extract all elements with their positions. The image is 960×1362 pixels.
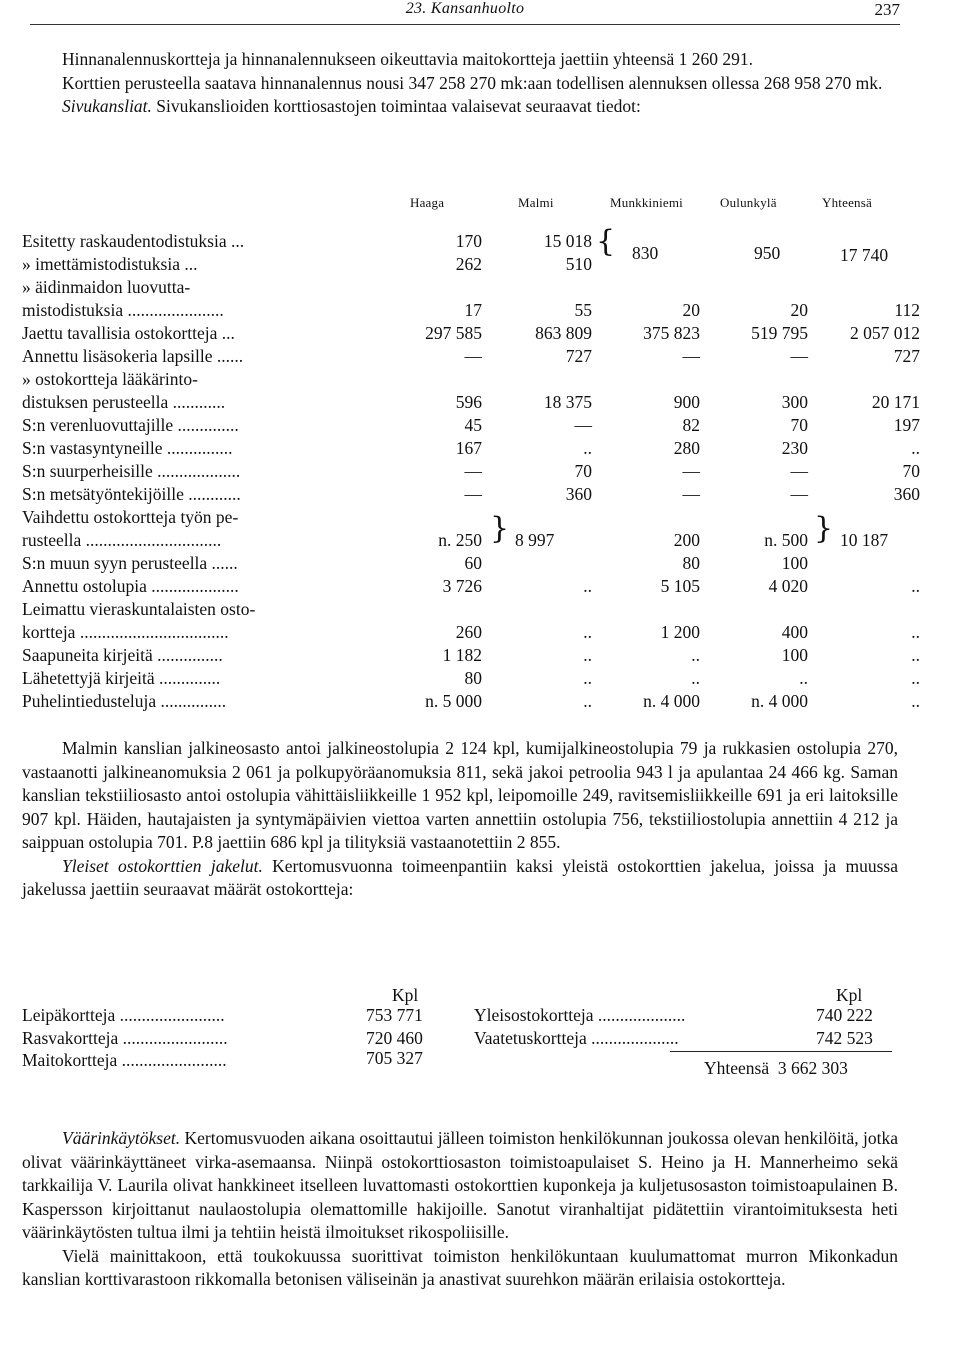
table-row (22, 599, 908, 622)
table-row (22, 484, 920, 507)
closing-paragraph-1 (22, 1127, 898, 1245)
table-row (22, 507, 908, 530)
unit-left: Kpl (392, 985, 419, 1005)
cell-m: 55 (574, 300, 592, 320)
row-label: S:n metsätyöntekijöille ............ (22, 484, 241, 504)
closing-paragraph-1-text: Kertomusvuoden aikana osoittautui jälleen toimiston henkilökunnan joukossa olevan henkilöitä, jotka olivat väärinkäyttäneet virka-asemaansa. Niinpä ostokorttiosaston toimistoapulaiset S. Heino ja H. Mannerheimo sekä tarkkailija V. Laurila olivat hankkineet itselleen luvattomasti ostokorttien kuponkeja ja kuljetusosaston toimistoapulainen B. Kaspersson kirjoittanut naulaostolupia olemattomille hakijoille. Sanotut viranhaltijat pidätettiin virantoimituksesta heti väärinkäytösten tultua ilmi ja tehtiin heistä ilmoitukset rikospoliisille. (22, 1128, 898, 1242)
cell-o: 230 (781, 438, 808, 458)
merged-yhteensa-vaihdettu: 10 187 (840, 530, 889, 550)
table-row (22, 622, 920, 645)
cell-mu: 200 (673, 530, 700, 550)
closing-section (22, 1127, 898, 1292)
cell-y: 2 057 012 (850, 323, 920, 343)
brace-yhteensa: } (814, 511, 834, 546)
cell-y: 360 (893, 484, 920, 504)
row-label: rusteella ............................... (22, 530, 222, 550)
cell-o: n. 500 (764, 530, 808, 550)
page-number: 237 (874, 0, 900, 19)
cell-o: 400 (781, 622, 808, 642)
cell-y: 727 (893, 346, 920, 366)
brace-right: { (596, 224, 616, 259)
cell-mu: — (682, 461, 700, 481)
cell-m: 510 (565, 254, 592, 274)
right-label-1: Yleisostokortteja .................... (474, 1005, 686, 1025)
row-label: S:n verenluovuttajille .............. (22, 415, 239, 435)
middle-paragraph-2-text: Kertomusvuonna toimeenpantiin kaksi yleistä ostokorttien jakelua, joissa ja muussa jakelussa jaettiin seuraavat määrät ostokortteja: (22, 855, 898, 899)
cell-h: n. 5 000 (425, 691, 482, 711)
row-label: Annettu lisäsokeria lapsille ...... (22, 346, 244, 366)
table-row (22, 438, 920, 461)
table-row (22, 323, 920, 346)
cell-m: .. (583, 576, 592, 596)
row-label: S:n muun syyn perusteella ...... (22, 553, 238, 573)
total-row (704, 1058, 848, 1081)
cell-mu: 80 (682, 553, 700, 573)
cell-o: 70 (790, 415, 808, 435)
cell-y: 112 (894, 300, 920, 320)
cell-h: n. 250 (438, 530, 482, 550)
cell-m: — (574, 415, 592, 435)
cell-m: 863 809 (535, 323, 592, 343)
cell-y: .. (911, 576, 920, 596)
left-value-3: 705 327 (366, 1048, 423, 1068)
table-row (22, 530, 908, 553)
left-value-1: 753 771 (366, 1005, 423, 1025)
row-label: Esitetty raskaudentodistuksia ... (22, 231, 245, 251)
section-heading-vaarinkaytokset: Väärinkäytökset. (62, 1128, 181, 1148)
section-heading-yleiset: Yleiset ostokorttien jakelut. (62, 855, 263, 876)
table-row (22, 415, 920, 438)
cell-mu: — (682, 484, 700, 504)
row-label: Puhelintiedusteluja ............... (22, 691, 227, 711)
cell-h: 260 (455, 622, 482, 642)
merged-oulunkyla: 950 (754, 243, 781, 263)
cell-m: 15 018 (543, 231, 592, 251)
unit-right: Kpl (836, 985, 863, 1005)
cell-h: 262 (455, 254, 482, 274)
row-label: Saapuneita kirjeitä ............... (22, 645, 223, 665)
cell-mu: .. (691, 668, 700, 688)
cell-y: 197 (893, 415, 920, 435)
header-rule (30, 24, 900, 25)
merged-yhteensa: 17 740 (840, 245, 889, 265)
cell-y: .. (911, 691, 920, 711)
row-label: mistodistuksia ...................... (22, 300, 224, 320)
row-label: S:n vastasyntyneille ............... (22, 438, 233, 458)
middle-paragraph-2 (22, 855, 898, 902)
table-row (22, 668, 920, 691)
cell-h: 60 (464, 553, 482, 573)
chapter-title: 23. Kansanhuolto (405, 0, 525, 17)
cell-m: .. (583, 622, 592, 642)
cell-h: — (464, 346, 482, 366)
intro-paragraph-3-text: Sivukanslioiden korttiosastojen toimintaa valaisevat seuraavat tiedot: (151, 96, 641, 116)
table-row (22, 369, 908, 392)
cell-o: 519 795 (751, 323, 808, 343)
cell-o: — (790, 346, 808, 366)
cell-y: .. (911, 438, 920, 458)
cell-h: 297 585 (425, 323, 482, 343)
right-label-2: Vaatetuskortteja .................... (474, 1028, 679, 1048)
intro-paragraph-2: Korttien perusteella saatava hinnanalennus nousi 347 258 270 mk:aan todellisen alennuksen ollessa 268 958 270 mk. (62, 72, 883, 93)
cell-o: 4 020 (768, 576, 808, 596)
cell-mu: .. (691, 645, 700, 665)
cell-o: 20 (790, 300, 808, 320)
cell-h: 17 (464, 300, 482, 320)
cell-o: — (790, 484, 808, 504)
cell-h: — (464, 461, 482, 481)
col-header-oulunkyla: Oulunkylä (720, 195, 777, 210)
running-header (30, 0, 900, 24)
row-label: Jaettu tavallisia ostokortteja ... (22, 323, 235, 343)
left-label-3: Maitokortteja ........................ (22, 1050, 227, 1070)
cell-h: — (464, 484, 482, 504)
row-label: distuksen perusteella ............ (22, 392, 226, 412)
cell-o: 300 (781, 392, 808, 412)
cell-h: 596 (455, 392, 482, 412)
table-row (22, 553, 908, 576)
cell-m: .. (583, 691, 592, 711)
row-label: » ostokortteja lääkärinto- (22, 369, 198, 389)
total-value: 3 662 303 (777, 1058, 848, 1078)
table-row (22, 277, 908, 300)
cell-h: 170 (455, 231, 482, 251)
closing-paragraph-2: Vielä mainittakoon, että toukokuussa suorittivat toimiston henkilökuntaan kuulumattomat murron Mikonkadun kanslian korttivarastoon rikkomalla betonisen väliseinän ja anastivat suurehkon määrän erilaisia ostokortteja. (22, 1245, 898, 1289)
cell-o: 100 (781, 553, 808, 573)
cell-mu: 900 (673, 392, 700, 412)
cell-y: .. (911, 622, 920, 642)
cell-o: .. (799, 668, 808, 688)
cell-mu: n. 4 000 (643, 691, 700, 711)
cell-h: 1 182 (442, 645, 482, 665)
left-label-1: Leipäkortteja ........................ (22, 1005, 225, 1025)
cell-h: 80 (464, 668, 482, 688)
cell-m: 70 (574, 461, 592, 481)
cell-mu: — (682, 346, 700, 366)
right-value-2: 742 523 (816, 1028, 873, 1048)
row-label: » imettämistodistuksia ... (22, 254, 198, 274)
row-label: Vaihdettu ostokortteja työn pe- (22, 507, 239, 527)
cell-m: 18 375 (543, 392, 592, 412)
col-header-munkkiniemi: Munkkiniemi (610, 195, 683, 210)
cell-o: 100 (781, 645, 808, 665)
cell-y: 70 (902, 461, 920, 481)
cell-y: 20 171 (871, 392, 920, 412)
intro-section (22, 48, 898, 119)
cell-mu: 20 (682, 300, 700, 320)
middle-paragraph-1: Malmin kanslian jalkineosasto antoi jalkineostolupia 2 124 kpl, kumijalkineostolupia 79 ja rukkasien ostolupia 270, vastaanotti jalkineanomuksia 2 061 ja polkupyöräanomuksia 811, sekä jakoi petroolia 943 l ja apulantaa 24 466 kg. Saman kanslian tekstiiliosasto antoi ostolupia vähittäisliikkeille 1 952 kpl, leipomoille 249, ravitsemisliikkeille 691 ja eri laitoksille 907 kpl. Häiden, hautajaisten ja syntymäpäivien viettoa varten annettiin ostolupia 756, tekstiiliostolupia annettiin 4 212 ja saippuan ostolupia 701. P.8 jaettiin 686 kpl ja tilityksiä vastaanotettiin 2 855. (22, 738, 898, 852)
left-label-2: Rasvakortteja ........................ (22, 1028, 228, 1048)
cell-y: .. (911, 668, 920, 688)
table-row (22, 645, 920, 668)
total-label: Yhteensä (704, 1058, 770, 1078)
right-value-1: 740 222 (816, 1005, 873, 1025)
cell-mu: 82 (682, 415, 700, 435)
cell-h: 45 (464, 415, 482, 435)
middle-section (22, 737, 898, 902)
intro-paragraph-1: Hinnanalennuskortteja ja hinnanalennukseen oikeuttavia maitokortteja jaettiin yhteensä 1 260 291. (62, 49, 754, 69)
cell-m: 727 (565, 346, 592, 366)
cell-y: .. (911, 645, 920, 665)
cell-m: .. (583, 668, 592, 688)
table-row (22, 300, 920, 323)
cell-mu: 1 200 (660, 622, 700, 642)
table-row (22, 392, 920, 415)
table-row (22, 461, 920, 484)
cell-m: 360 (565, 484, 592, 504)
row-label: Leimattu vieraskuntalaisten osto- (22, 599, 256, 619)
col-header-yhteensa: Yhteensä (822, 195, 872, 210)
cell-mu: 5 105 (660, 576, 700, 596)
cell-m: .. (583, 438, 592, 458)
cell-h: 3 726 (442, 576, 482, 596)
row-label: kortteja .................................. (22, 622, 229, 642)
merged-munkkiniemi: 830 (632, 243, 659, 263)
cell-m: .. (583, 645, 592, 665)
row-label: Lähetettyjä kirjeitä .............. (22, 668, 221, 688)
table-row (22, 576, 920, 599)
left-value-2: 720 460 (366, 1028, 423, 1048)
row-label: S:n suurperheisille ................... (22, 461, 241, 481)
cell-mu: 280 (673, 438, 700, 458)
brace-malmi: } (490, 511, 510, 546)
table-row (22, 346, 920, 369)
col-header-haaga: Haaga (410, 195, 445, 210)
row-label: Annettu ostolupia .................... (22, 576, 239, 596)
cell-mu: 375 823 (643, 323, 700, 343)
cell-h: 167 (455, 438, 482, 458)
section-heading-sivukansliat: Sivukansliat. (62, 96, 152, 116)
table-row (22, 691, 920, 714)
row-label: » äidinmaidon luovutta- (22, 277, 191, 297)
cell-o: n. 4 000 (751, 691, 808, 711)
cell-o: — (790, 461, 808, 481)
col-header-malmi: Malmi (518, 195, 554, 210)
intro-paragraph-3 (22, 95, 898, 119)
total-rule (670, 1051, 892, 1052)
merged-malmi-vaihdettu: 8 997 (515, 530, 555, 550)
